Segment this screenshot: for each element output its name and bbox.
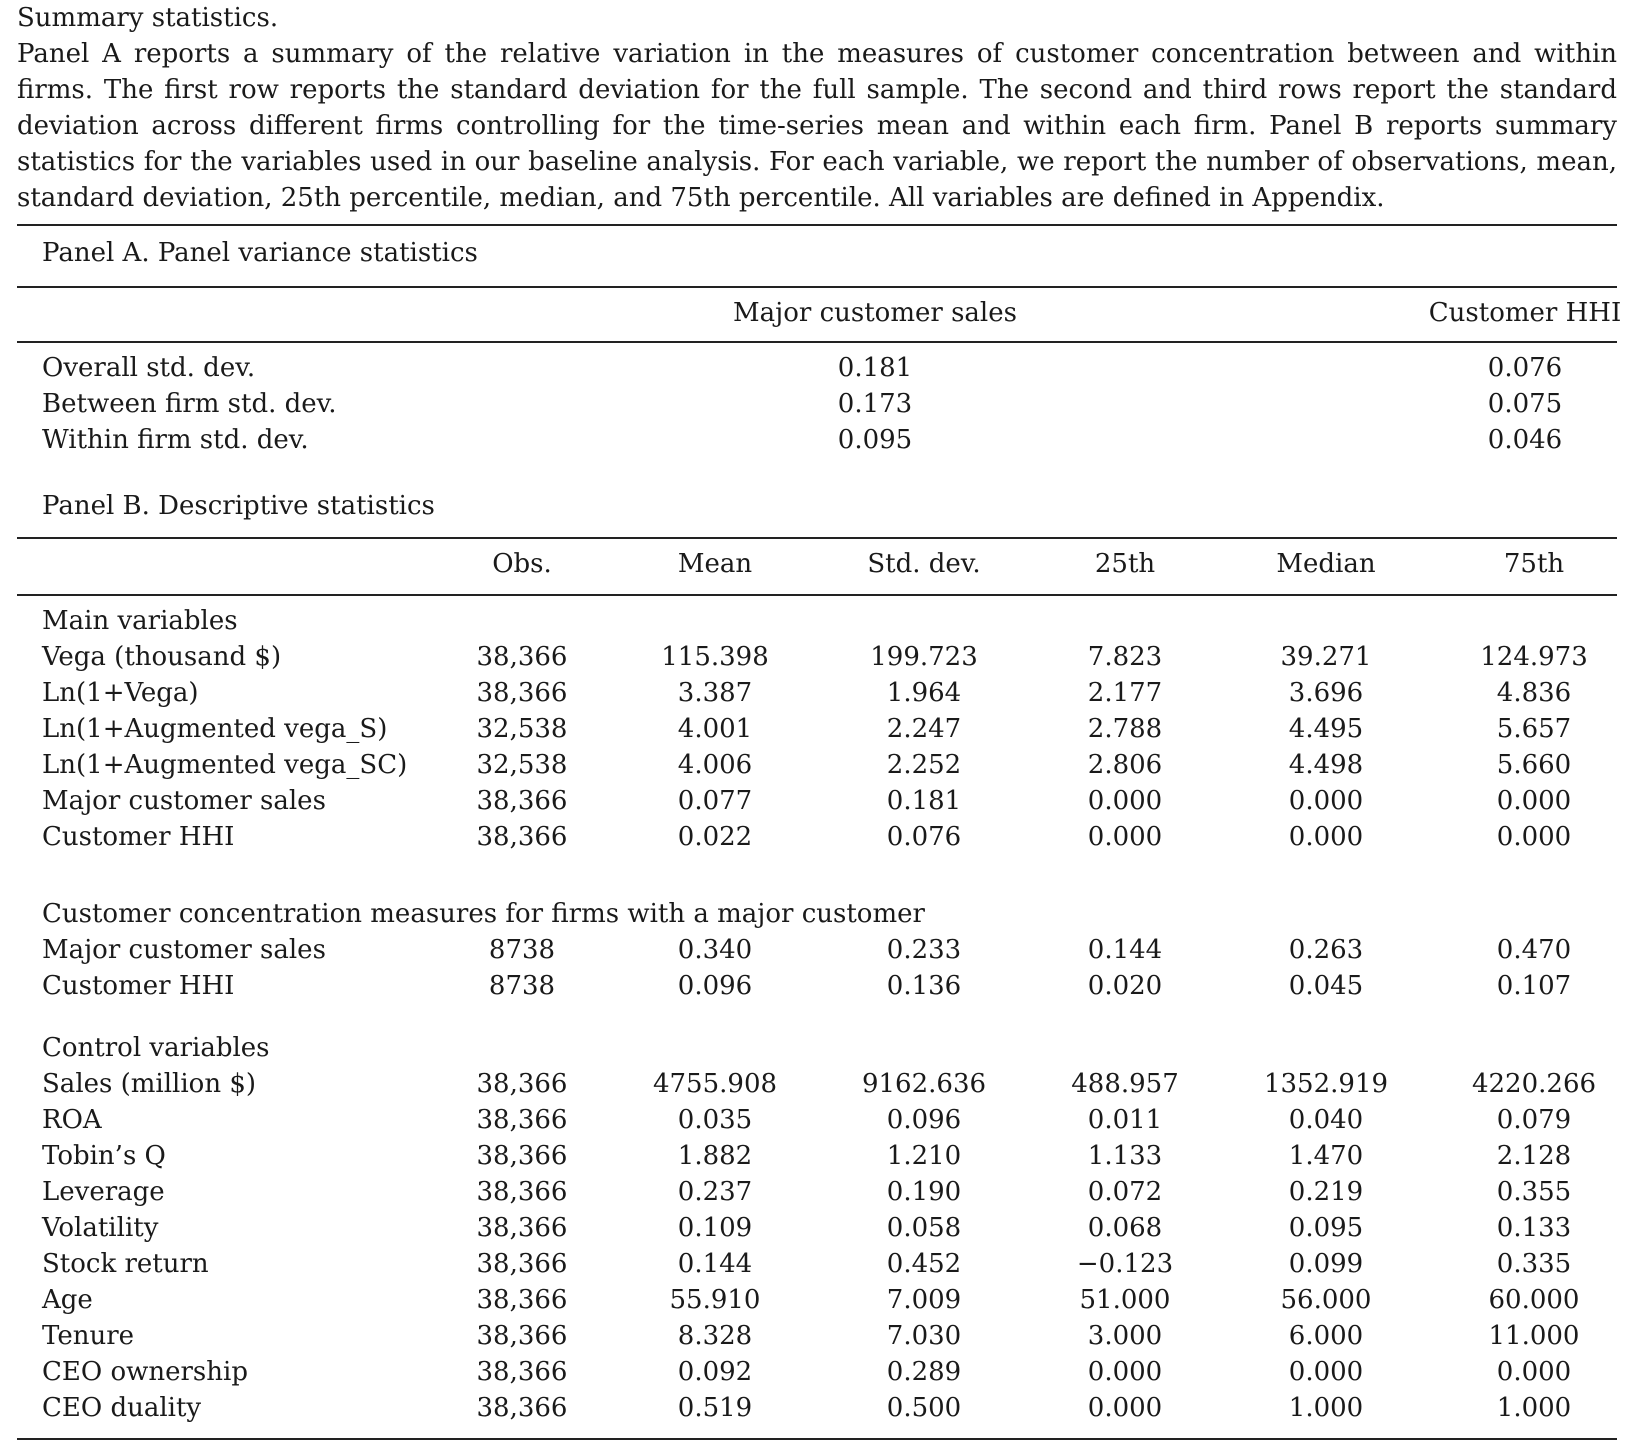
table-cell-obs: 38,366	[476, 822, 568, 852]
table-cell-mean: 1.882	[677, 1141, 753, 1171]
top-rule	[17, 224, 1617, 226]
table-cell-25th: 2.806	[1087, 750, 1163, 780]
table-cell-25th: 488.957	[1071, 1069, 1179, 1099]
table-cell-std-dev: 2.252	[886, 750, 962, 780]
table-cell-mean: 0.340	[677, 935, 753, 965]
table-cell-obs: 32,538	[476, 750, 568, 780]
table-row-label: Ln(1+Vega)	[42, 678, 199, 708]
table-cell-25th: 0.000	[1087, 1393, 1163, 1423]
table-cell: 0.095	[837, 425, 913, 455]
table-cell-median: 0.045	[1288, 971, 1364, 1001]
table-cell: 0.075	[1487, 389, 1563, 419]
table-caption	[17, 0, 1617, 216]
panel-b-header-rule	[17, 594, 1617, 596]
table-cell-mean: 0.022	[677, 822, 753, 852]
table-cell-std-dev: 2.247	[886, 714, 962, 744]
table-cell-25th: 3.000	[1087, 1321, 1163, 1351]
table-cell-median: 0.099	[1288, 1249, 1364, 1279]
table-cell-75th: 11.000	[1488, 1321, 1580, 1351]
table-cell-median: 0.095	[1288, 1213, 1364, 1243]
table-cell-std-dev: 0.452	[886, 1249, 962, 1279]
group-heading: Control variables	[42, 1033, 270, 1063]
table-cell-std-dev: 7.009	[886, 1285, 962, 1315]
table-cell-obs: 38,366	[476, 678, 568, 708]
table-cell-obs: 38,366	[476, 642, 568, 672]
table-cell-75th: 4220.266	[1471, 1069, 1597, 1099]
panel-a-col-customer-hhi: Customer HHI	[1428, 298, 1622, 328]
table-cell-median: 6.000	[1288, 1321, 1364, 1351]
panel-b-rule	[17, 537, 1617, 539]
table-cell-obs: 38,366	[476, 1321, 568, 1351]
table-cell-25th: 0.072	[1087, 1177, 1163, 1207]
table-cell-std-dev: 0.181	[886, 786, 962, 816]
table-cell-25th: −0.123	[1076, 1249, 1174, 1279]
table-cell-mean: 4.001	[677, 714, 753, 744]
table-cell-mean: 115.398	[661, 642, 769, 672]
group-heading: Main variables	[42, 606, 238, 636]
table-cell: 0.181	[837, 353, 913, 383]
table-cell-75th: 0.079	[1496, 1105, 1572, 1135]
table-cell-std-dev: 0.289	[886, 1357, 962, 1387]
table-cell: 0.046	[1487, 425, 1563, 455]
table-cell-std-dev: 1.210	[886, 1141, 962, 1171]
table-cell-mean: 0.096	[677, 971, 753, 1001]
table-cell-75th: 0.470	[1496, 935, 1572, 965]
table-cell-obs: 32,538	[476, 714, 568, 744]
table-cell-25th: 0.144	[1087, 935, 1163, 965]
table-cell-mean: 0.109	[677, 1213, 753, 1243]
table-row-label: Stock return	[42, 1249, 209, 1279]
col-header-median: Median	[1276, 549, 1376, 579]
table-row-label: Major customer sales	[42, 935, 326, 965]
table-cell-75th: 4.836	[1496, 678, 1572, 708]
table-cell-std-dev: 199.723	[870, 642, 978, 672]
table-cell: 0.076	[1487, 353, 1563, 383]
table-row-label: Tobin’s Q	[42, 1141, 166, 1171]
table-cell-75th: 0.000	[1496, 822, 1572, 852]
table-row-label: Ln(1+Augmented vega_SC)	[42, 750, 408, 780]
table-cell-std-dev: 0.096	[886, 1105, 962, 1135]
table-cell-std-dev: 0.190	[886, 1177, 962, 1207]
panel-b-title: Panel B. Descriptive statistics	[42, 491, 435, 521]
table-cell-median: 0.040	[1288, 1105, 1364, 1135]
table-cell-mean: 55.910	[669, 1285, 761, 1315]
table-cell-mean: 3.387	[677, 678, 753, 708]
table-cell-obs: 38,366	[476, 1177, 568, 1207]
table-row-label: Leverage	[42, 1177, 165, 1207]
table-row-label: Ln(1+Augmented vega_S)	[42, 714, 388, 744]
table-cell-std-dev: 0.058	[886, 1213, 962, 1243]
table-cell-75th: 0.355	[1496, 1177, 1572, 1207]
table-cell-obs: 38,366	[476, 1357, 568, 1387]
table-cell-25th: 1.133	[1087, 1141, 1163, 1171]
table-caption-body: Panel A reports a summary of the relative variation in the measures of customer concentration between and within firms. The first row reports the standard deviation for the full sample. The second and third rows report the standard deviation across different firms controlling for the time-series mean and within each firm. Panel B reports summary statistics for the variables used in our baseline analysis. For each variable, we report the number of observations, mean, standard deviation, 25th percentile, median, and 75th percentile. All variables are defined in Appendix.	[17, 39, 1617, 213]
table-cell-mean: 4.006	[677, 750, 753, 780]
table-cell-median: 0.000	[1288, 822, 1364, 852]
table-cell-obs: 38,366	[476, 1069, 568, 1099]
table-cell-median: 39.271	[1280, 642, 1372, 672]
table-cell-obs: 8738	[488, 971, 556, 1001]
table-cell-75th: 0.133	[1496, 1213, 1572, 1243]
panel-a-title: Panel A. Panel variance statistics	[42, 238, 478, 268]
table-cell-mean: 0.077	[677, 786, 753, 816]
table-cell-25th: 0.068	[1087, 1213, 1163, 1243]
table-cell-25th: 2.177	[1087, 678, 1163, 708]
table-row-label: Within firm std. dev.	[42, 425, 309, 455]
table-cell-obs: 38,366	[476, 1249, 568, 1279]
table-cell-median: 0.263	[1288, 935, 1364, 965]
table-cell: 0.173	[837, 389, 913, 419]
table-cell-75th: 0.107	[1496, 971, 1572, 1001]
table-cell-obs: 38,366	[476, 1285, 568, 1315]
col-header-std-dev: Std. dev.	[867, 549, 981, 579]
col-header-obs: Obs.	[492, 549, 552, 579]
table-cell-obs: 8738	[488, 935, 556, 965]
group-heading: Customer concentration measures for firms with a major customer	[42, 899, 925, 929]
table-cell-median: 4.498	[1288, 750, 1364, 780]
table-row-label: CEO duality	[42, 1393, 202, 1423]
table-cell-std-dev: 7.030	[886, 1321, 962, 1351]
table-row-label: Sales (million $)	[42, 1069, 257, 1099]
table-row-label: CEO ownership	[42, 1357, 248, 1387]
table-cell-25th: 0.000	[1087, 822, 1163, 852]
table-row-label: Vega (thousand $)	[42, 642, 282, 672]
bottom-rule	[17, 1438, 1617, 1440]
table-cell-mean: 0.035	[677, 1105, 753, 1135]
table-cell-obs: 38,366	[476, 786, 568, 816]
table-row-label: Age	[42, 1285, 93, 1315]
table-cell-75th: 1.000	[1496, 1393, 1572, 1423]
table-cell-median: 0.000	[1288, 1357, 1364, 1387]
table-row-label: Tenure	[42, 1321, 135, 1351]
table-cell-75th: 60.000	[1488, 1285, 1580, 1315]
table-cell-mean: 0.144	[677, 1249, 753, 1279]
table-row-label: Customer HHI	[42, 822, 235, 852]
table-cell-mean: 0.092	[677, 1357, 753, 1387]
table-cell-obs: 38,366	[476, 1213, 568, 1243]
table-cell-std-dev: 0.136	[886, 971, 962, 1001]
table-cell-75th: 0.000	[1496, 1357, 1572, 1387]
table-cell-25th: 7.823	[1087, 642, 1163, 672]
table-cell-25th: 51.000	[1079, 1285, 1171, 1315]
table-cell-obs: 38,366	[476, 1393, 568, 1423]
table-cell-median: 4.495	[1288, 714, 1364, 744]
table-cell-obs: 38,366	[476, 1141, 568, 1171]
table-row-label: Volatility	[42, 1213, 159, 1243]
table-row-label: Customer HHI	[42, 971, 235, 1001]
table-cell-25th: 2.788	[1087, 714, 1163, 744]
table-cell-75th: 0.335	[1496, 1249, 1572, 1279]
table-cell-75th: 5.657	[1496, 714, 1572, 744]
table-caption-title: Summary statistics.	[17, 3, 279, 33]
table-cell-mean: 8.328	[677, 1321, 753, 1351]
table-cell-std-dev: 0.500	[886, 1393, 962, 1423]
table-cell-std-dev: 0.233	[886, 935, 962, 965]
col-header-75th: 75th	[1503, 549, 1565, 579]
table-cell-std-dev: 9162.636	[861, 1069, 987, 1099]
table-row-label: Major customer sales	[42, 786, 326, 816]
table-cell-median: 56.000	[1280, 1285, 1372, 1315]
table-cell-mean: 0.237	[677, 1177, 753, 1207]
table-row-label: Between firm std. dev.	[42, 389, 337, 419]
table-cell-25th: 0.000	[1087, 786, 1163, 816]
table-cell-25th: 0.011	[1087, 1105, 1163, 1135]
table-cell-mean: 0.519	[677, 1393, 753, 1423]
table-cell-75th: 0.000	[1496, 786, 1572, 816]
panel-a-rule	[17, 286, 1617, 288]
table-cell-25th: 0.000	[1087, 1357, 1163, 1387]
table-cell-median: 3.696	[1288, 678, 1364, 708]
table-cell-25th: 0.020	[1087, 971, 1163, 1001]
table-cell-median: 1352.919	[1263, 1069, 1389, 1099]
panel-a-col-major-customer-sales: Major customer sales	[733, 298, 1017, 328]
table-row-label: Overall std. dev.	[42, 353, 256, 383]
table-cell-std-dev: 1.964	[886, 678, 962, 708]
table-cell-75th: 5.660	[1496, 750, 1572, 780]
table-cell-obs: 38,366	[476, 1105, 568, 1135]
panel-a-header-rule	[17, 341, 1617, 343]
table-cell-75th: 2.128	[1496, 1141, 1572, 1171]
col-header-mean: Mean	[677, 549, 753, 579]
table-cell-median: 0.219	[1288, 1177, 1364, 1207]
table-cell-median: 0.000	[1288, 786, 1364, 816]
col-header-25th: 25th	[1094, 549, 1156, 579]
table-cell-median: 1.470	[1288, 1141, 1364, 1171]
table-cell-mean: 4755.908	[652, 1069, 778, 1099]
table-row-label: ROA	[42, 1105, 102, 1135]
table-cell-75th: 124.973	[1480, 642, 1588, 672]
table-cell-median: 1.000	[1288, 1393, 1364, 1423]
table-cell-std-dev: 0.076	[886, 822, 962, 852]
